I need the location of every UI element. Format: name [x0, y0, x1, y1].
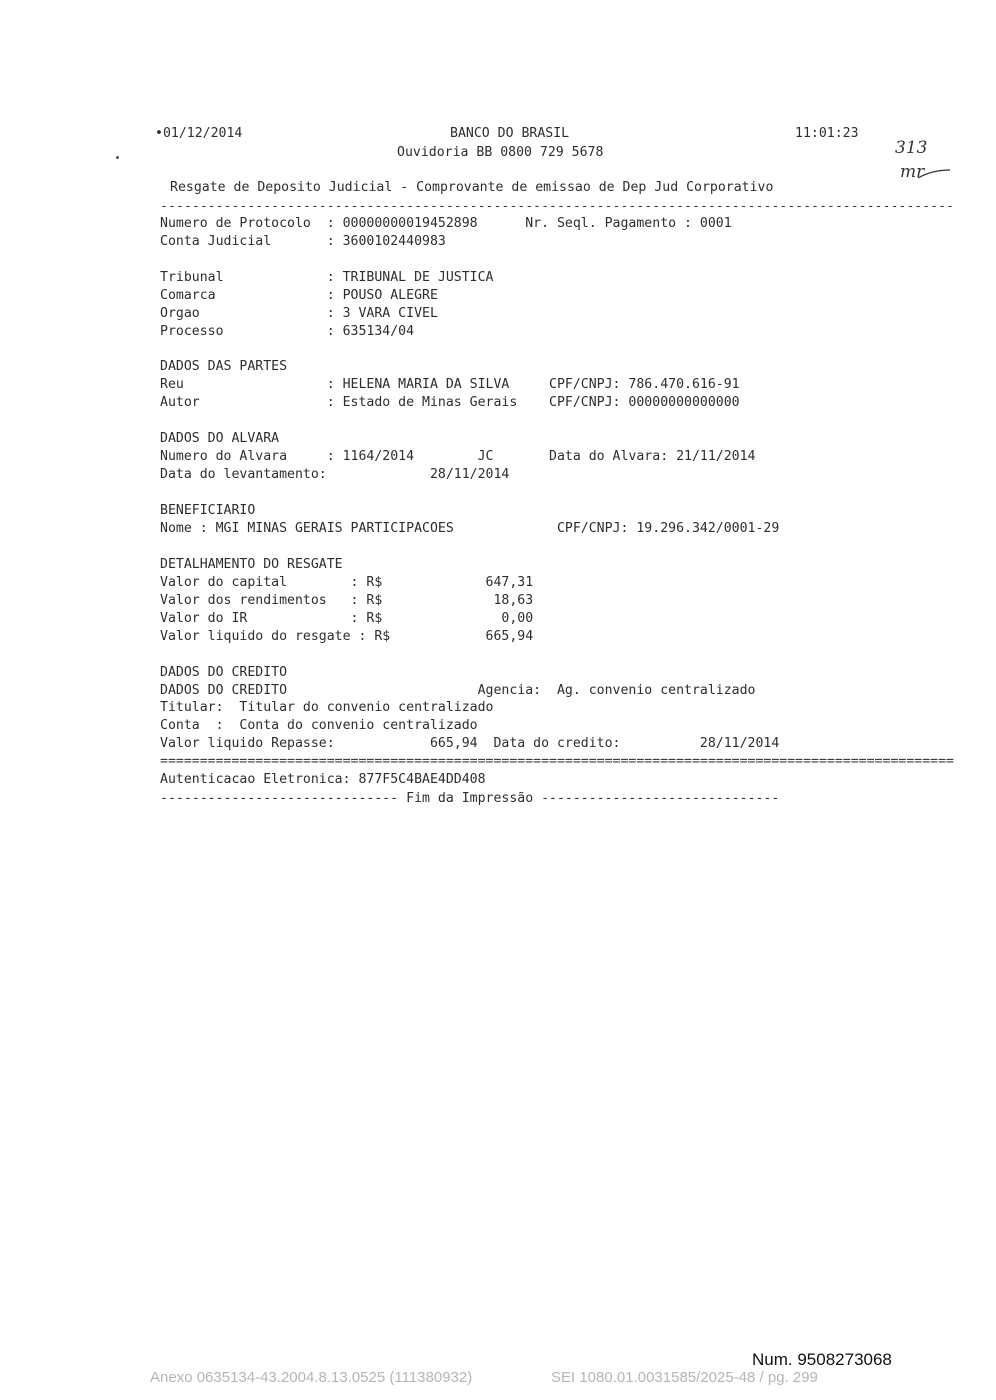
- orgao-line: Orgao : 3 VARA CIVEL: [160, 306, 438, 321]
- judicial-account-line: Conta Judicial : 3600102440983: [160, 234, 446, 249]
- bank-name: BANCO DO BRASIL: [450, 126, 570, 141]
- parties-heading: DADOS DAS PARTES: [160, 359, 288, 374]
- document-title: Resgate de Deposito Judicial - Comprovante de emissao de Dep Jud Corporativo: [170, 180, 774, 195]
- alvara-number-line: Numero do Alvara : 1164/2014 JC Data do Alvara: 21/11/2014: [160, 449, 756, 464]
- net-redemption-line: Valor liquido do resgate : R$ 665,94: [160, 629, 534, 644]
- net-transfer-line: Valor liquido Repasse: 665,94 Data do credito: 28/11/2014: [160, 736, 780, 751]
- stray-mark: [116, 156, 119, 159]
- initials-stroke: [918, 168, 952, 182]
- end-of-print-line: ------------------------------ Fim da Impressão ------------------------------: [160, 791, 780, 806]
- plaintiff-line: Autor : Estado de Minas Gerais CPF/CNPJ: 00000000000000: [160, 395, 740, 410]
- comarca-line: Comarca : POUSO ALEGRE: [160, 288, 438, 303]
- beneficiary-heading: BENEFICIARIO: [160, 503, 256, 518]
- annex-reference: Anexo 0635134-43.2004.8.13.0525 (111380932): [150, 1369, 473, 1386]
- ombudsman-line: Ouvidoria BB 0800 729 5678: [397, 145, 604, 160]
- beneficiary-name-line: Nome : MGI MINAS GERAIS PARTICIPACOES CPF/CNPJ: 19.296.342/0001-29: [160, 521, 780, 536]
- capital-value-line: Valor do capital : R$ 647,31: [160, 575, 534, 590]
- credit-heading: DADOS DO CREDITO: [160, 665, 288, 680]
- redemption-heading: DETALHAMENTO DO RESGATE: [160, 557, 343, 572]
- handwritten-page-number: 313: [895, 138, 928, 158]
- credit-account-line: Conta : Conta do convenio centralizado: [160, 718, 478, 733]
- tax-value-line: Valor do IR : R$ 0,00: [160, 611, 534, 626]
- sei-reference: SEI 1080.01.0031585/2025-48 / pg. 299: [551, 1369, 818, 1386]
- protocol-line: Numero de Protocolo : 00000000019452898 Nr. Seql. Pagamento : 0001: [160, 216, 732, 231]
- processo-line: Processo : 635134/04: [160, 324, 415, 339]
- yield-value-line: Valor dos rendimentos : R$ 18,63: [160, 593, 534, 608]
- tribunal-line: Tribunal : TRIBUNAL DE JUSTICA: [160, 270, 494, 285]
- double-rule: ====================================================================================================: [160, 754, 954, 769]
- credit-holder-line: Titular: Titular do convenio centralizado: [160, 700, 494, 715]
- print-date: •01/12/2014: [155, 126, 243, 141]
- electronic-authentication-line: Autenticacao Eletronica: 877F5C4BAE4DD408: [160, 772, 486, 787]
- dashed-rule: ----------------------------------------------------------------------------------------------------: [160, 199, 954, 214]
- document-number: Num. 9508273068: [752, 1350, 892, 1369]
- defendant-line: Reu : HELENA MARIA DA SILVA CPF/CNPJ: 786.470.616-91: [160, 377, 740, 392]
- withdrawal-date-line: Data do levantamento: 28/11/2014: [160, 467, 510, 482]
- alvara-heading: DADOS DO ALVARA: [160, 431, 280, 446]
- print-time: 11:01:23: [795, 126, 859, 141]
- credit-agency-line: DADOS DO CREDITO Agencia: Ag. convenio centralizado: [160, 683, 756, 698]
- handwritten-initials: mr: [900, 162, 925, 182]
